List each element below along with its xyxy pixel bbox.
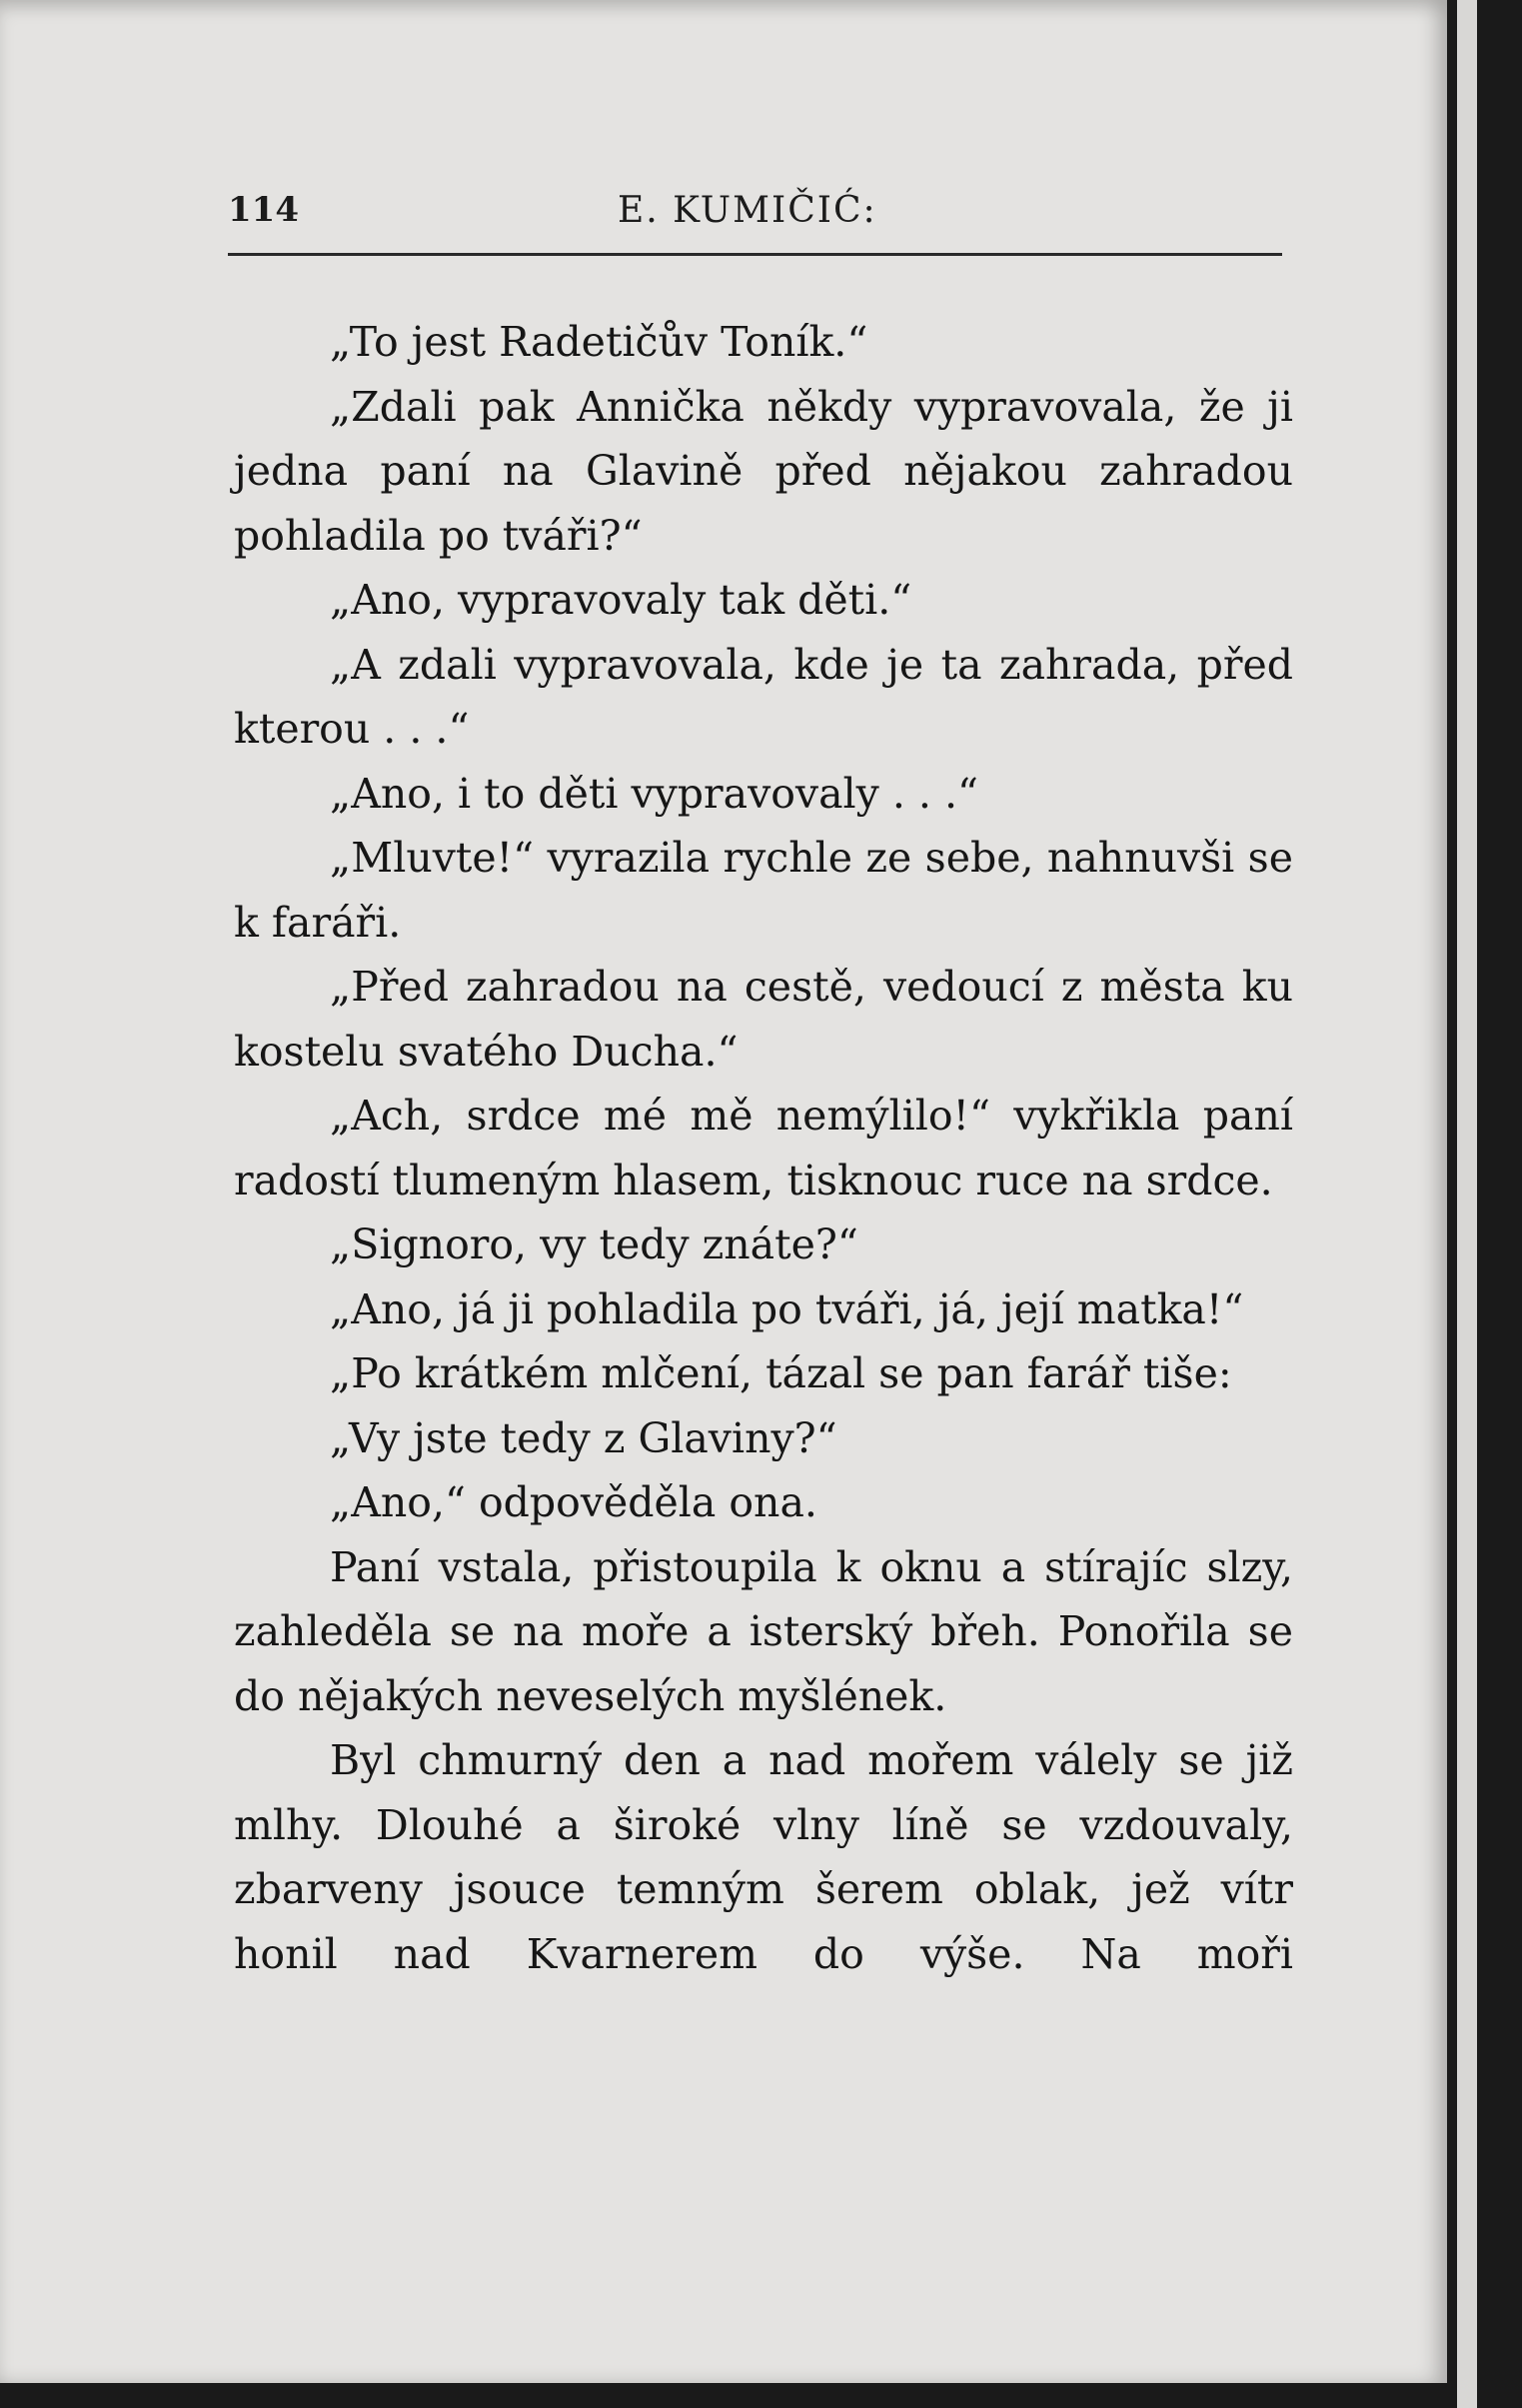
- page-header: [228, 190, 1282, 250]
- paragraph: „Ano, vypravovaly tak děti.“: [330, 576, 912, 624]
- paragraph: „Mluvte!“ vyrazila rychle ze sebe, nahnuvši se k faráři.: [234, 834, 1293, 947]
- paragraph: „A zdali vypravovala, kde je ta zahrada, před kterou . . .“: [234, 640, 1293, 753]
- paragraph: „Po krátkém mlčení, tázal se pan farář tiše:: [330, 1349, 1232, 1397]
- page-number: 114: [228, 190, 299, 230]
- paragraph: Byl chmurný den a nad mořem válely se již mlhy. Dlouhé a široké vlny líně se vzdouvaly, zbarveny jsouce temným šerem oblak, jež vítr honil nad Kvarnerem do výše. Na moři: [234, 1736, 1293, 1978]
- paragraph: „To jest Radetičův Toník.“: [330, 318, 868, 366]
- header-rule: [228, 253, 1282, 256]
- paragraph: „Ach, srdce mé mě nemýlilo!“ vykřikla paní radostí tlumeným hlasem, tisknouc ruce na srdce.: [234, 1092, 1293, 1204]
- paragraph: „Ano, i to děti vypravovaly . . .“: [330, 769, 978, 818]
- page-edge: [1457, 0, 1477, 2408]
- paragraph: „Před zahradou na cestě, vedoucí z města ku kostelu svatého Ducha.“: [234, 963, 1293, 1076]
- body-text: [234, 310, 1293, 1986]
- paragraph: „Ano,“ odpověděla ona.: [330, 1478, 817, 1526]
- paragraph: „Zdali pak Annička někdy vypravovala, že ji jedna paní na Glavině před nějakou zahradou pohladila po tváři?“: [234, 382, 1293, 560]
- paragraph: Paní vstala, přistoupila k oknu a stírajíc slzy, zahleděla se na moře a isterský břeh. Ponořila se do nějakých neveselých myšlének.: [234, 1542, 1293, 1720]
- paragraph: „Vy jste tedy z Glaviny?“: [330, 1413, 837, 1462]
- paragraph: „Signoro, vy tedy znáte?“: [330, 1220, 858, 1268]
- paragraph: „Ano, já ji pohladila po tváři, já, její matka!“: [330, 1284, 1244, 1333]
- running-title: E. KUMIČIĆ:: [618, 190, 877, 231]
